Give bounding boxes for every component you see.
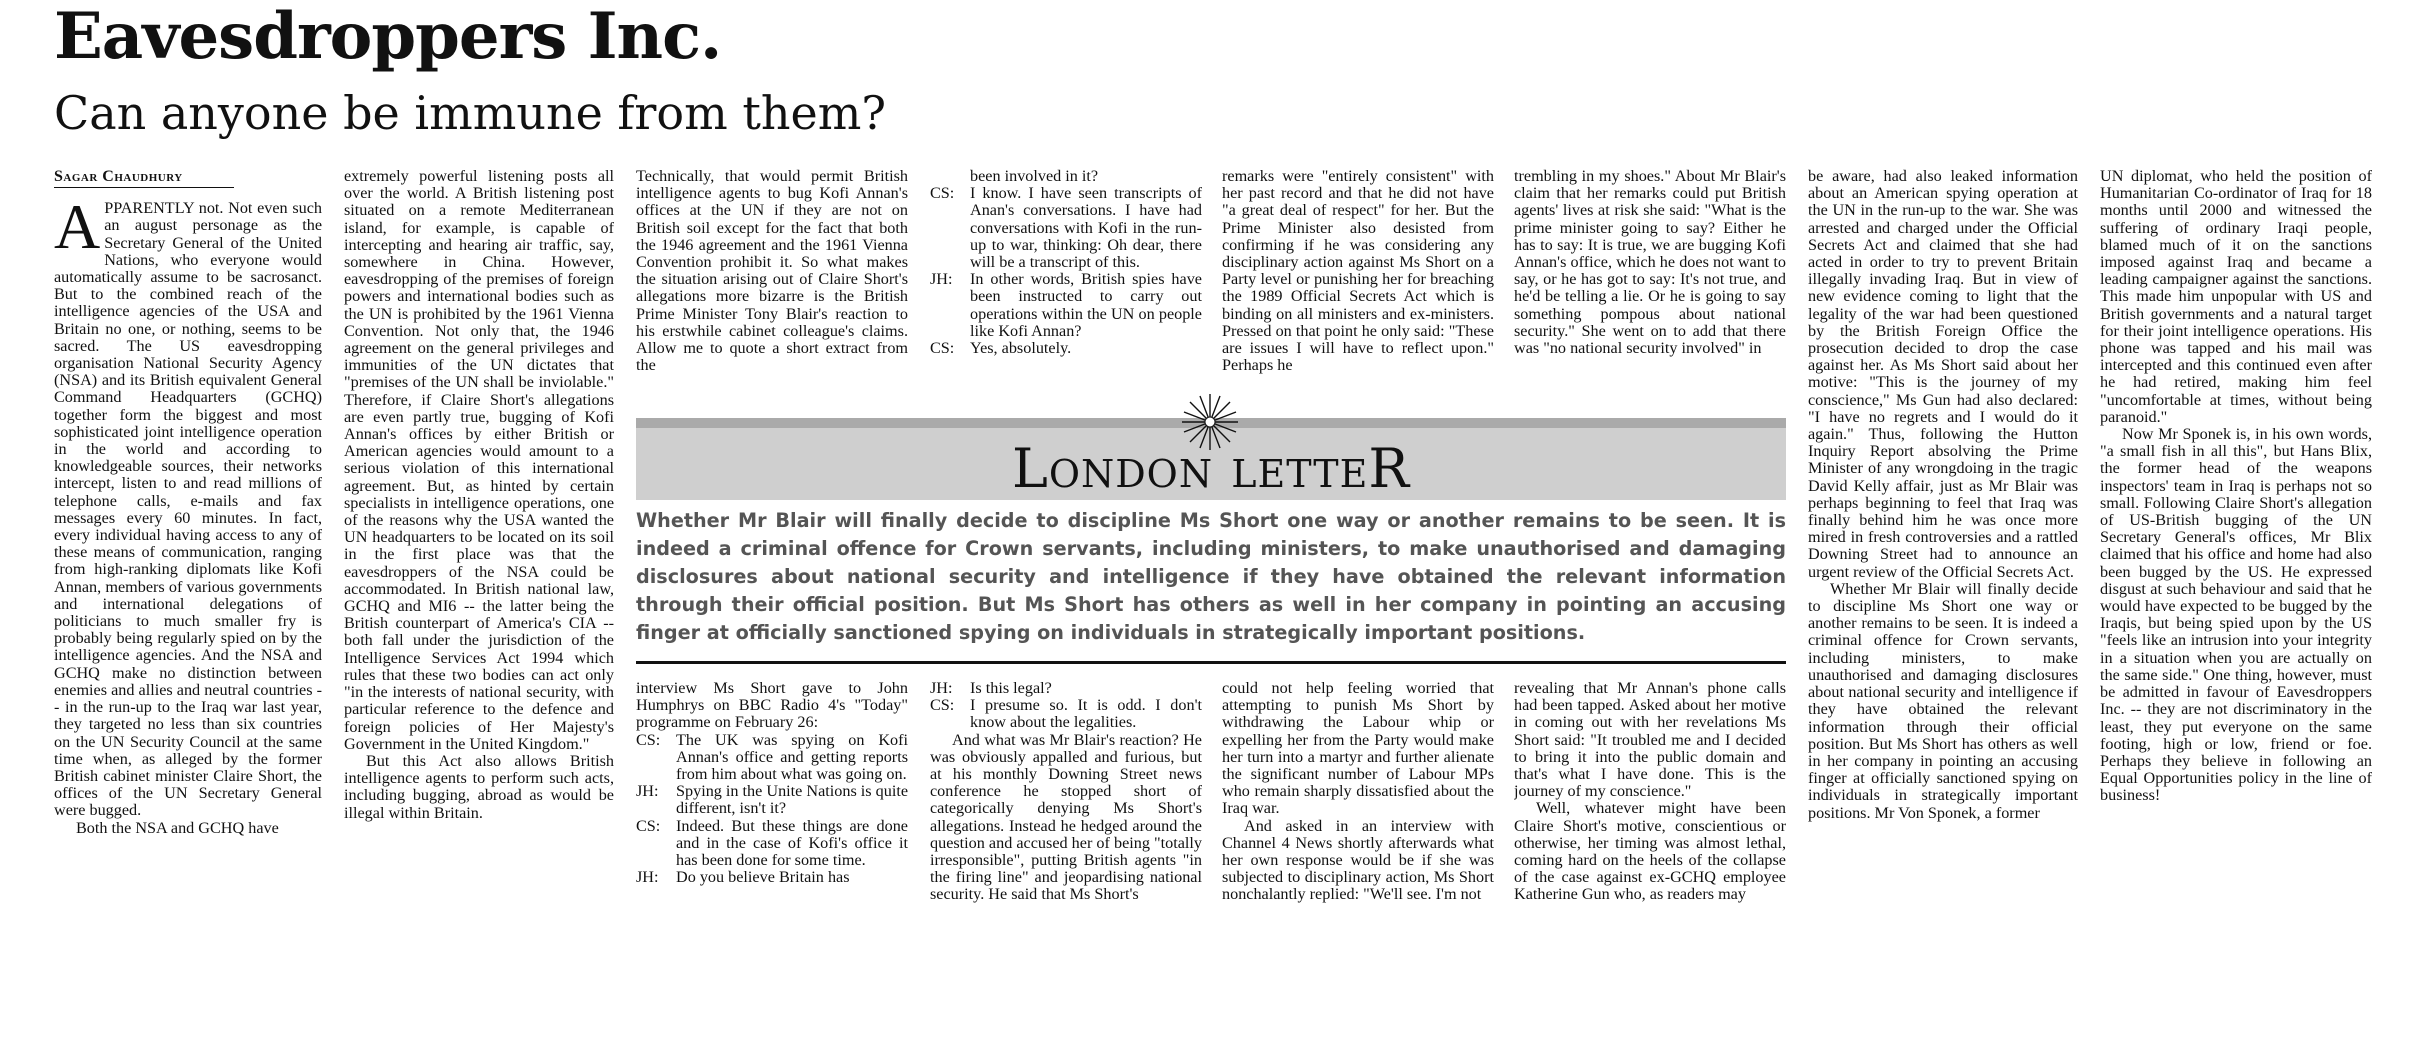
qa-text: I presume so. It is odd. I don't know about the legalities. (970, 696, 1202, 732)
qa-speaker: JH: (636, 868, 659, 887)
qa-speaker: CS: (636, 730, 661, 749)
column-6-bottom-paragraph-2: Well, whatever might have been Claire Short's motive, conscientious or otherwise, her timing was almost lethal, coming hard on the heels of the collapse of the case against ex-GCHQ employee Katherine Gun who, as readers may (1514, 799, 1786, 904)
qa-speaker: CS: (930, 696, 955, 715)
headline: Eavesdroppers Inc. (54, 0, 722, 74)
byline: Sagar Chaudhury (54, 168, 234, 188)
pull-quote: Whether Mr Blair will finally decide to discipline Ms Short one way or another remains to be seen. It is indeed a criminal offence for Crown servants, including ministers, to make unauthorised and damaging disclosures about national security and intelligence if they have obtained the relevant information through their official position. But Ms Short has others as well in her company in pointing an accusing finger at officially sanctioned spying on individuals in strategically important positions. (636, 509, 1786, 644)
qa-item (930, 340, 1202, 357)
column-3-bottom (636, 680, 908, 980)
column-5-bottom-paragraph-2: And asked in an interview with Channel 4 News shortly afterwards what her own response would be if she was subjected to disciplinary action, Ms Short nonchalantly replied: "We'll see. I'm not (1222, 816, 1494, 904)
starburst-icon (1180, 392, 1240, 452)
qa-text: I know. I have seen transcripts of Anan's conversations. I have had conversations with Kofi in the run-up to war, thinking: Oh dear, there will be a transcript of this. (970, 184, 1202, 272)
qa-speaker: CS: (930, 184, 955, 203)
subheadline: Can anyone be immune from them? (54, 86, 886, 140)
qa-item (636, 818, 908, 870)
qa-text: Indeed. But these things are done and in the case of Kofi's office it has been done for some time. (676, 816, 908, 870)
column-5-top (1222, 168, 1494, 408)
column-3-bottom-lead: interview Ms Short gave to John Humphrys on BBC Radio 4's "Today" programme on February 26: (636, 680, 908, 732)
column-6-top (1514, 168, 1786, 408)
qa-item (636, 869, 908, 886)
column-6-bottom-paragraph-1: revealing that Mr Annan's phone calls had been tapped. Asked about her motive in coming out with her revelations Ms Short said: "It troubled me and I decided to bring it into the public domain and that's what I have done. This is the journey of my conscience." (1514, 680, 1786, 801)
qa-item (930, 271, 1202, 340)
qa-text: In other words, British spies have been instructed to carry out operations within the UN on people like Kofi Annan? (970, 270, 1202, 340)
column-2-paragraph-1: extremely powerful listening posts all over the world. A British listening post situated on a remote Mediterranean island, for example, is capable of intercepting and hearing air traffic, say, somewhere in China. However, eavesdropping of the premises of foreign powers and international bodies such as the UN is prohibited by the 1961 Vienna Convention. Not only that, the 1946 agreement on the general privileges and immunities of the UN dictates that "premises of the UN shall be inviolable." Therefore, if Claire Short's allegations are even partly true, bugging of Kofi Annan's offices by either British or American agencies would amount to a serious violation of this international agreement. But, as hinted by certain specialists in intelligence operations, one of the reasons why the USA wanted the UN headquarters to be located on its soil in the first place was that the eavesdroppers of the NSA could be accommodated. In British national law, GCHQ and MI6 -- the latter being the British counterpart of America's CIA -- both fall under the jurisdiction of the Intelligence Services Act 1994 which rules that these two bodies can act only "in the interests of national security, with particular reference to the defence and foreign policies of Her Majesty's Government in the United Kingdom." (344, 168, 614, 753)
qa-speaker: JH: (636, 782, 659, 801)
column-8 (2100, 168, 2372, 980)
qa-item (636, 783, 908, 817)
column-3-top (636, 168, 908, 408)
qa-speaker: CS: (930, 339, 955, 358)
column-5-bottom-paragraph-1: could not help feeling worried that attempting to punish Ms Short by withdrawing the Labour whip or expelling her from the Party would make her turn into a martyr and further alienate the significant number of Labour MPs who remain sharply dissatisfied about the Iraq war. (1222, 680, 1494, 818)
qa-text: Spying in the Unite Nations is quite different, isn't it? (676, 782, 908, 818)
qa-speaker: JH: (930, 680, 953, 697)
qa-text: Is this legal? (970, 680, 1052, 697)
qa-item (930, 185, 1202, 271)
column-7 (1808, 168, 2078, 980)
column-8-paragraph-2: Now Mr Sponek is, in his own words, "a small fish in all this", but Hans Blix, the former head of the weapons inspectors' team in Iraq is perhaps not so small. Following Claire Short's allegation of US-British bugging of the UN Secretary General's offices, Mr Blix claimed that his office and home had also been bugged by the US. He expressed disgust at such behaviour and said that he would have expected to be bugged by the Iraqis, but being spied upon by the US "feels like an intrusion into your integrity in a situation when you are actually on the same side." One thing, however, must be admitted in favour of Eavesdroppers Inc. -- they are not discriminatory in the least, they put everyone on the same footing, high or low, friend or foe. Perhaps they believe in following an Equal Opportunities policy in the line of business! (2100, 425, 2372, 805)
column-1-paragraph-2: Both the NSA and GCHQ have (76, 818, 279, 837)
qa-item (636, 732, 908, 784)
column-1 (54, 168, 322, 968)
column-2-paragraph-2: But this Act also allows British intelligence agents to perform such acts, including bugging, abroad as would be illegal within Britain. (344, 751, 614, 822)
qa-text: The UK was spying on Kofi Annan's office and getting reports from him about what was going on. (676, 730, 908, 784)
column-4-top-lead: been involved in it? (970, 168, 1099, 185)
column-6-top-paragraph: trembling in my shoes." About Mr Blair's claim that her remarks could put British agents' lives at risk she said: "What is the prime minister going to say? Either he has to say: It is true, we are bugging Kofi Annan's office, which he does not want to say, or he has got to say: It's not true, and he'd be telling a lie. Or he is going to say something pompous about national security." She went on to add that there was "no national security involved" in (1514, 168, 1786, 358)
column-4-bottom-paragraph: And what was Mr Blair's reaction? He was obviously appalled and furious, but at his monthly Downing Street news conference he stopped short of categorically denying Ms Short's allegations. Instead he hedged around the question and accused her of being "totally irresponsible", putting British agents "in the firing line" and jeopardising national security. He said that Ms Short's (930, 730, 1202, 904)
column-3-top-paragraph: Technically, that would permit British intelligence agents to bug Kofi Annan's offices at the UN if they are not on British soil except for the fact that both the 1946 agreement and the 1961 Vienna Convention prohibit it. So what makes the situation arising out of Claire Short's allegations more bizarre is the British Prime Minister Tony Blair's reaction to his erstwhile cabinet colleague's claims. Allow me to quote a short extract from the (636, 168, 908, 375)
column-8-paragraph-1: UN diplomat, who held the position of Humanitarian Co-ordinator of Iraq for 18 months until 2000 and witnessed the suffering of ordinary Iraqi people, blamed much of it on the sanctions imposed against Iraq and became a leading campaigner against the sanctions. This made him unpopular with US and British governments and a natural target for their joint intelligence operations. His phone was tapped and his mail was intercepted and this continued even after he had retired, making him feel "uncomfortable at times, without being paranoid." (2100, 168, 2372, 426)
column-1-paragraph-1: PPARENTLY not. Not even such an august personage as the Secretary General of the United Nations, who everyone would automatically assume to be sacrosanct. But to the combined reach of the intelligence agencies of the USA and Britain no one, or nothing, seems to be sacred. The US eavesdropping organisation National Security Agency (NSA) and its British equivalent General Command Headquarters (GCHQ) together form the biggest and most sophisticated joint intelligence operation in the world and according to knowledgeable sources, their networks intercept, listen to and read millions of telephone calls, e-mails and fax messages every 60 minutes. In fact, every individual having access to any of these means of communication, ranging from high-ranking diplomats like Kofi Annan, members of various governments and international delegations of politicians to much smaller fry is probably being regularly spied on by the intelligence agencies. And the NSA and GCHQ make no distinction between enemies and allies and neutral countries -- in the run-up to the Iraq war last year, they targeted no less than six countries on the UN Security Council at the same time when, as alleged by the former British cabinet minister Claire Short, the offices of the UN Secretary General were bugged. (54, 199, 322, 820)
column-2 (344, 168, 614, 968)
london-letter-title: London letteR (1011, 437, 1411, 500)
qa-item (930, 697, 1202, 731)
column-4-bottom (930, 680, 1202, 980)
column-7-paragraph-1: be aware, had also leaked information about an American spying operation at the UN in the run-up to the war. She was arrested and charged under the Official Secrets Act and claimed that she had acted in order to try to prevent Britain illegally invading Iraq. But in view of new evidence coming to light that the legality of the war had been questioned by the British Foreign Office the prosecution decided to drop the case against her. As Ms Short said about her motive: "This is the journey of my conscience," Ms Gun had also declared: "I have no regrets and I would do it again." Thus, following the Hutton Inquiry Report absolving the Prime Minister of any wrongdoing in the tragic David Kelly affair, just as Mr Blair was perhaps beginning to feel that Iraq was finally behind him he was once more mired in fresh controversies and a rattled Downing Street had to announce an urgent review of the Official Secrets Act. (1808, 168, 2078, 581)
qa-speaker: JH: (930, 270, 953, 289)
column-7-paragraph-2: Whether Mr Blair will finally decide to discipline Ms Short one way or another remains to be seen. It is indeed a criminal offence for Crown servants, including ministers, to make unauthorised and damaging disclosures about national security and intelligence if they have obtained the relevant information through their official position. But Ms Short has others as well in her company in pointing an accusing finger at officially sanctioned spying on individuals in strategically important positions. Mr Von Sponek, a former (1808, 579, 2078, 822)
column-5-bottom (1222, 680, 1494, 980)
qa-speaker: CS: (636, 816, 661, 835)
drop-cap: A (54, 191, 101, 263)
qa-item (930, 680, 1202, 697)
qa-text: Do you believe Britain has (676, 868, 850, 887)
qa-text: Yes, absolutely. (970, 339, 1072, 358)
column-4-top (930, 168, 1202, 408)
divider-rule (636, 661, 1786, 664)
column-6-bottom (1514, 680, 1786, 980)
column-5-top-paragraph: remarks were "entirely consistent" with her past record and that he did not have "a great deal of respect" for her. But the Prime Minister also desisted from confirming if he was considering any disciplinary action against Ms Short on a Party level or punishing her for breaching the 1989 Official Secrets Act which is binding on all ministers and ex-ministers. Pressed on that point he only said: "These are issues I will have to reflect upon." Perhaps he (1222, 168, 1494, 375)
